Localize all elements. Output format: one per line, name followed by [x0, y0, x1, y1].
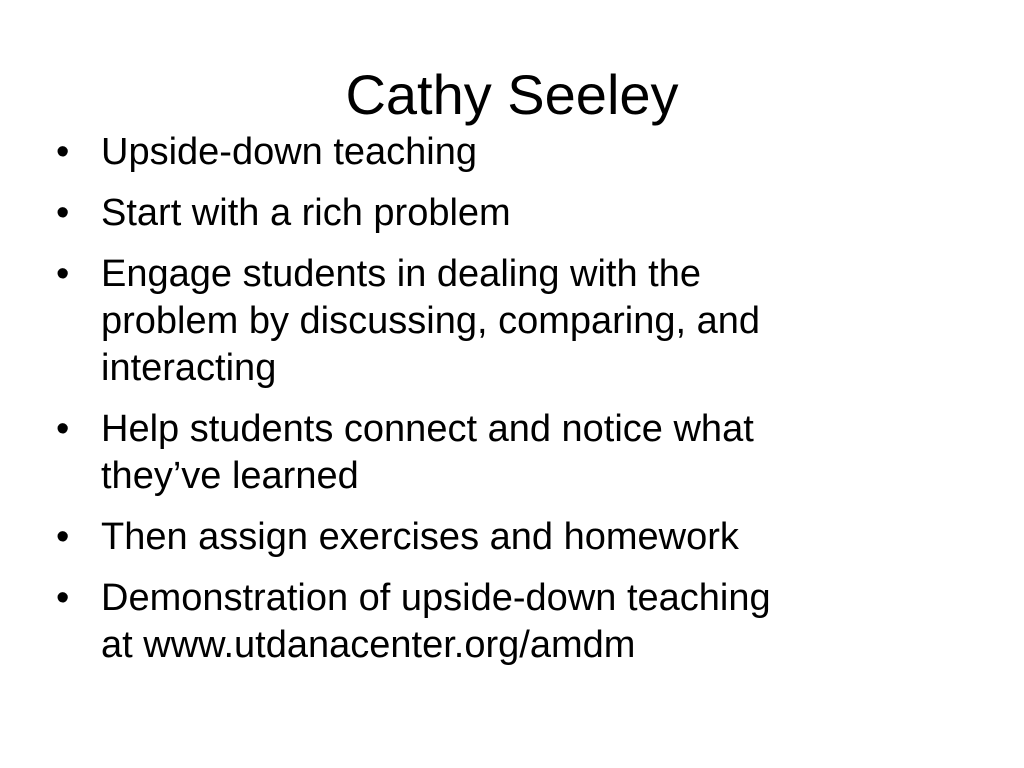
bullet-item — [56, 190, 956, 237]
bullet-text: Demonstration of upside-down teaching at www.utdanacenter.org/amdm — [101, 577, 771, 666]
bullet-item — [56, 129, 956, 176]
bullet-icon: • — [56, 192, 70, 234]
bullet-icon: • — [56, 408, 70, 450]
bullet-icon: • — [56, 253, 70, 295]
bullet-text: Upside-down teaching — [101, 131, 478, 173]
bullet-icon: • — [56, 516, 70, 558]
bullet-text: Help students connect and notice what they’ve learned — [101, 408, 754, 497]
bullet-icon: • — [56, 131, 70, 173]
bullet-text: Engage students in dealing with the problem by discussing, comparing, and interacting — [101, 253, 761, 389]
slide-title: Cathy Seeley — [345, 63, 679, 126]
bullet-item — [56, 575, 956, 669]
bullet-item — [56, 514, 956, 561]
bullet-item — [56, 251, 956, 392]
bullet-item — [56, 406, 956, 500]
bullet-text: Then assign exercises and homework — [101, 516, 739, 558]
bullet-icon: • — [56, 577, 70, 619]
bullet-list — [56, 129, 956, 669]
bullet-text: Start with a rich problem — [101, 192, 511, 234]
